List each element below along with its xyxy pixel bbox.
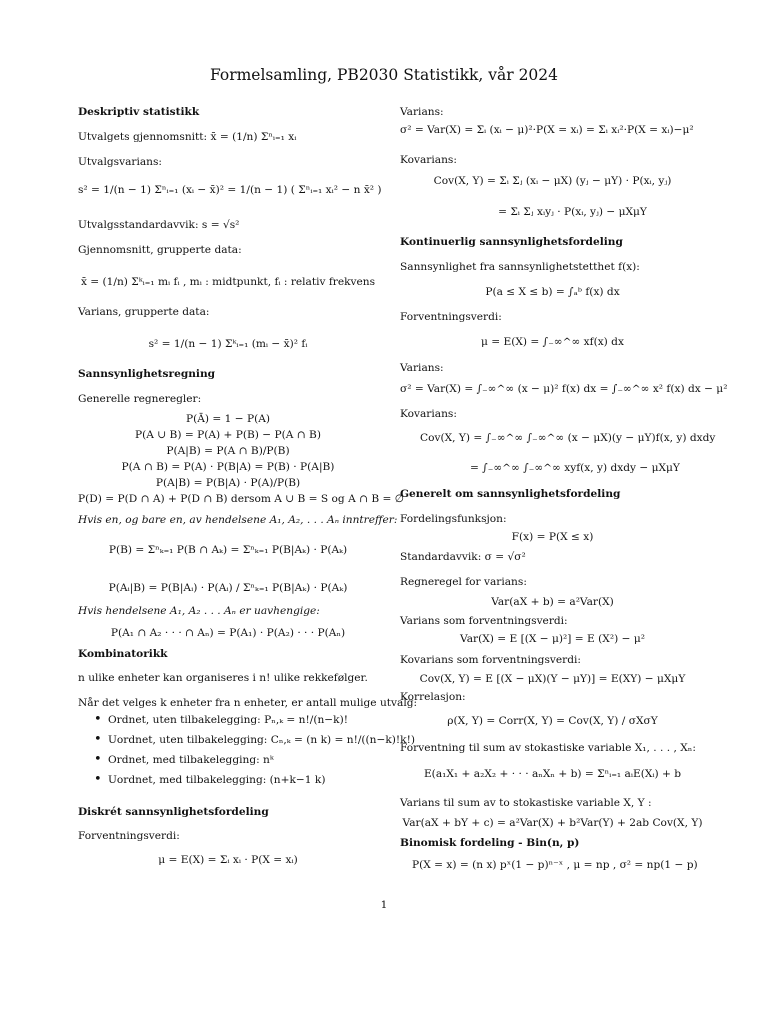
sum-variance-formula: Var(aX + bY + c) = a²Var(X) + b²Var(Y) + 2ab Cov(X, Y) (402, 817, 703, 829)
sample-sd-line: Utvalgsstandardavvik: s = √s² (78, 219, 240, 231)
independence-condition: Hvis hendelsene A₁, A₂ . . . Aₙ er uavhengige: (78, 605, 320, 617)
page-title: Formelsamling, PB2030 Statistikk, vår 2024 (209, 66, 559, 84)
rule-union: P(A ∪ B) = P(A) + P(B) − P(A ∩ B) (135, 429, 321, 441)
variance-as-ev-label: Varians som forventningsverdi: (400, 615, 568, 627)
sample-variance-label: Utvalgsvarians: (78, 156, 162, 168)
sum-variance-label: Varians til sum av to stokastiske variable X, Y : (400, 797, 652, 809)
rule-bayes-simple: P(A|B) = P(B|A) · P(A)/P(B) (155, 477, 301, 489)
continuous-covariance-formula-1: Cov(X, Y) = ∫₋∞^∞ ∫₋∞^∞ (x − μX)(y − μY)f(x, y) dxdy (420, 432, 716, 444)
covariance-formula-1: Cov(X, Y) = Σᵢ Σⱼ (xᵢ − μX) (yⱼ − μY) · P(xᵢ, yⱼ) (433, 175, 672, 187)
continuous-variance-label: Varians: (400, 362, 444, 374)
covariance-as-ev-formula: Cov(X, Y) = E [(X − μX)(Y − μY)] = E(XY) − μXμY (419, 673, 686, 685)
cdf-formula: F(x) = P(X ≤ x) (511, 531, 594, 543)
combinatorics-line-2: Når det velges k enheter fra n enheter, er antall mulige utvalg: (78, 697, 418, 709)
expected-value-label: Forventningsverdi: (78, 830, 180, 842)
variance-formula: σ² = Var(X) = Σᵢ (xᵢ − μ)²·P(X = xᵢ) = Σᵢ xᵢ²·P(X = xᵢ)−μ² (400, 124, 694, 136)
combinatorics-list (90, 710, 415, 790)
total-probability-formula: P(B) = Σⁿₖ₌₁ P(B ∩ Aₖ) = Σⁿₖ₌₁ P(B|Aₖ) · P(Aₖ) (108, 544, 348, 556)
section-heading-discrete: Diskrét sannsynlighetsfordeling (78, 806, 269, 818)
section-heading-descriptive: Deskriptiv statistikk (78, 106, 200, 118)
rule-complement: P(Ā) = 1 − P(A) (185, 413, 271, 425)
section-heading-general: Generelt om sannsynlighetsfordeling (400, 488, 621, 500)
density-formula: P(a ≤ X ≤ b) = ∫ₐᵇ f(x) dx (485, 286, 620, 298)
continuous-variance-formula: σ² = Var(X) = ∫₋∞^∞ (x − μ)² f(x) dx = ∫₋∞^∞ x² f(x) dx − μ² (400, 383, 728, 395)
sum-expectation-label: Forventning til sum av stokastiske variable X₁, . . . , Xₙ: (400, 742, 696, 754)
correlation-formula: ρ(X, Y) = Corr(X, Y) = Cov(X, Y) / σXσY (447, 715, 658, 727)
rule-partition: P(D) = P(D ∩ A) + P(D ∩ B) dersom A ∪ B = S og A ∩ B = ∅ (78, 493, 404, 505)
rules-label: Generelle regneregler: (78, 393, 202, 405)
binomial-formula: P(X = x) = (n x) pˣ(1 − p)ⁿ⁻ˣ , μ = np , σ² = np(1 − p) (412, 859, 698, 871)
section-heading-probability: Sannsynlighetsregning (78, 368, 216, 380)
continuous-covariance-formula-2: = ∫₋∞^∞ ∫₋∞^∞ xyf(x, y) dxdy − μXμY (470, 462, 680, 474)
section-heading-binomial: Binomisk fordeling - Bin(n, p) (400, 837, 580, 849)
list-item: • Ordnet, med tilbakelegging: nᵏ (90, 750, 415, 770)
grouped-variance-formula: s² = 1/(n − 1) Σᵏᵢ₌₁ (mᵢ − x̄)² fᵢ (148, 338, 308, 350)
correlation-label: Korrelasjon: (400, 691, 466, 703)
standard-deviation-line: Standardavvik: σ = √σ² (400, 551, 526, 563)
grouped-mean-formula: x̄ = (1/n) Σᵏᵢ₌₁ mᵢ fᵢ , mᵢ : midtpunkt, fᵢ : relativ frekvens (80, 276, 376, 288)
sum-expectation-formula: E(a₁X₁ + a₂X₂ + · · · aₙXₙ + b) = Σⁿᵢ₌₁ aᵢE(Xᵢ) + b (423, 768, 682, 780)
rule-conditional: P(A|B) = P(A ∩ B)/P(B) (166, 445, 290, 457)
covariance-label: Kovarians: (400, 154, 457, 166)
continuous-ev-formula: μ = E(X) = ∫₋∞^∞ xf(x) dx (481, 336, 624, 348)
page-number: 1 (380, 899, 388, 911)
bayes-formula: P(Aᵢ|B) = P(B|Aᵢ) · P(Aᵢ) / Σⁿₖ₌₁ P(B|Aₖ) · P(Aₖ) (108, 582, 348, 594)
sample-mean-line: Utvalgets gjennomsnitt: x̄ = (1/n) Σⁿᵢ₌₁ xᵢ (78, 131, 297, 143)
list-item: • Uordnet, med tilbakelegging: (n+k−1 k) (90, 770, 415, 790)
rule-intersection: P(A ∩ B) = P(A) · P(B|A) = P(B) · P(A|B) (121, 461, 335, 473)
density-label: Sannsynlighet fra sannsynlighetstetthet f(x): (400, 261, 640, 273)
sample-variance-formula: s² = 1/(n − 1) Σⁿᵢ₌₁ (xᵢ − x̄)² = 1/(n − 1) ( Σⁿᵢ₌₁ xᵢ² − n x̄² ) (78, 184, 382, 196)
grouped-variance-label: Varians, grupperte data: (78, 306, 210, 318)
variance-rule-label: Regneregel for varians: (400, 576, 527, 588)
independence-formula: P(A₁ ∩ A₂ · · · ∩ Aₙ) = P(A₁) · P(A₂) · · · P(Aₙ) (110, 627, 346, 639)
variance-as-ev-formula: Var(X) = E [(X − μ)²] = E (X²) − μ² (460, 633, 645, 645)
cdf-label: Fordelingsfunksjon: (400, 513, 507, 525)
list-item: • Ordnet, uten tilbakelegging: Pₙ,ₖ = n!/(n−k)! (90, 710, 415, 730)
continuous-ev-label: Forventningsverdi: (400, 311, 502, 323)
partition-condition: Hvis en, og bare en, av hendelsene A₁, A₂, . . . Aₙ inntreffer: (78, 514, 398, 526)
section-heading-continuous: Kontinuerlig sannsynlighetsfordeling (400, 236, 623, 248)
covariance-formula-2: = Σᵢ Σⱼ xᵢyⱼ · P(xᵢ, yⱼ) − μXμY (498, 206, 647, 218)
variance-label: Varians: (400, 106, 444, 118)
combinatorics-line-1: n ulike enheter kan organiseres i n! ulike rekkefølger. (78, 672, 368, 684)
grouped-mean-label: Gjennomsnitt, grupperte data: (78, 244, 242, 256)
continuous-covariance-label: Kovarians: (400, 408, 457, 420)
expected-value-formula: μ = E(X) = Σᵢ xᵢ · P(X = xᵢ) (158, 854, 298, 866)
list-item: • Uordnet, uten tilbakelegging: Cₙ,ₖ = (n k) = n!/((n−k)!k!) (90, 730, 415, 750)
covariance-as-ev-label: Kovarians som forventningsverdi: (400, 654, 581, 666)
section-heading-combinatorics: Kombinatorikk (78, 648, 168, 660)
variance-rule-formula: Var(aX + b) = a²Var(X) (491, 596, 614, 608)
